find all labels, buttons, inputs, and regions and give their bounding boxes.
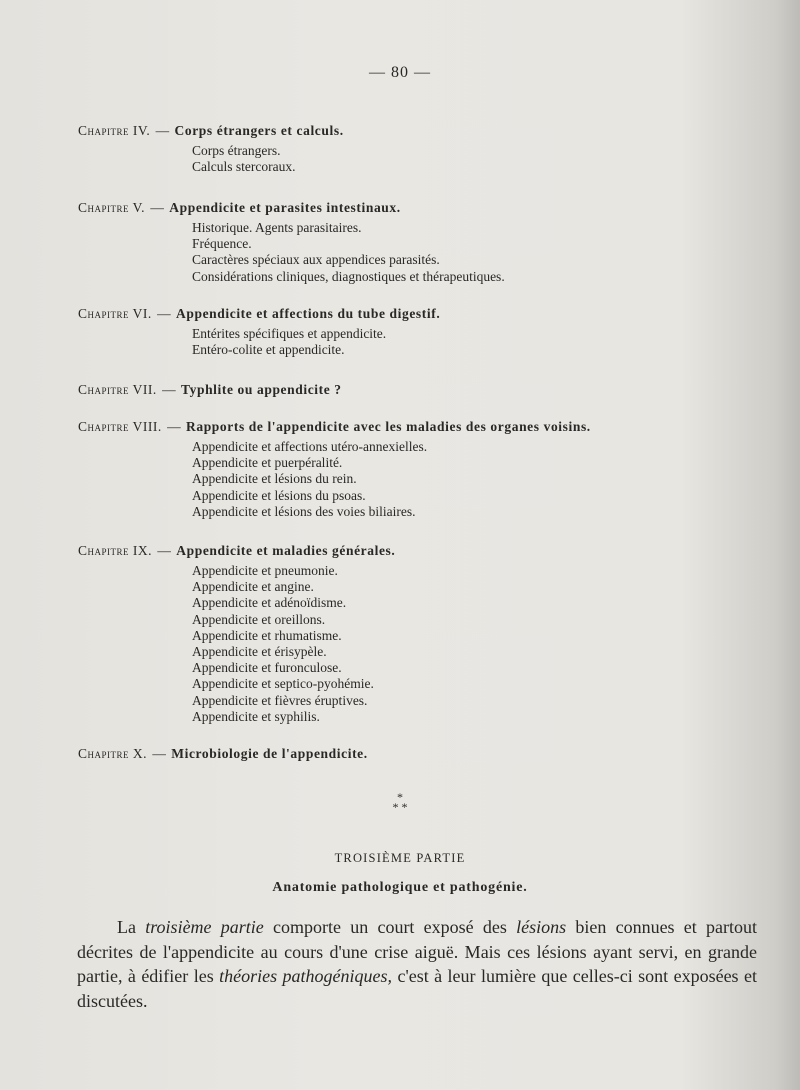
chapter-item: Corps étrangers.: [192, 143, 281, 158]
intro-text: comporte un court exposé des: [263, 917, 517, 937]
chapter-dash: —: [155, 123, 170, 138]
chapter-dash: —: [157, 306, 171, 321]
part-subtitle: Anatomie pathologique et pathogénie.: [272, 880, 528, 895]
chapter-heading: [78, 200, 505, 216]
chapter-dash: —: [167, 419, 181, 434]
chapter-item: Historique. Agents parasitaires.: [192, 220, 362, 235]
chapter-title: Rapports de l'appendicite avec les maladies des organes voisins.: [186, 419, 591, 434]
chapter-dash: —: [162, 382, 176, 397]
chapter-dash: —: [152, 746, 166, 761]
chapter-label: Chapitre X.: [78, 746, 148, 761]
chapter-title: Microbiologie de l'appendicite.: [171, 746, 368, 761]
chapter-items: [192, 326, 440, 358]
intro-emphasis: théories pathogéniques,: [219, 966, 393, 986]
chapter-item: Appendicite et septico-pyohémie.: [192, 676, 374, 692]
chapter-heading: [78, 543, 395, 559]
chapter-label: Chapitre VI.: [78, 306, 152, 321]
chapter-dash: —: [157, 543, 171, 558]
chapter-5: [78, 200, 505, 285]
chapter-items: [192, 220, 505, 285]
chapter-title: Appendicite et maladies générales.: [176, 543, 396, 558]
chapter-label: Chapitre IX.: [78, 543, 152, 558]
chapter-10: [78, 746, 368, 762]
chapter-item: Appendicite et affections utéro-annexielles.: [192, 439, 428, 454]
chapter-item: Caractères spéciaux aux appendices parasités.: [192, 252, 440, 268]
chapter-item: Appendicite et angine.: [192, 579, 314, 595]
chapter-heading: [78, 746, 368, 762]
intro-text: bien connues et partout décrites de l'appendicite au cours d'une crise aiguë. Mais ces lésions ayant servi, en grande partie, à édifier les: [77, 917, 758, 986]
chapter-item: Appendicite et syphilis.: [192, 708, 320, 724]
chapter-item: Calculs stercoraux.: [192, 159, 296, 175]
chapter-item: Appendicite et furonculose.: [192, 660, 342, 676]
chapter-8: [78, 419, 591, 520]
page-number: — 80 —: [369, 64, 431, 81]
chapter-label: Chapitre IV.: [78, 123, 151, 138]
chapter-item: Entéro-colite et appendicite.: [192, 342, 345, 358]
chapter-4: [78, 123, 344, 175]
chapter-item: Appendicite et fièvres éruptives.: [192, 692, 368, 708]
chapter-item: Appendicite et rhumatisme.: [192, 627, 342, 643]
chapter-dash: —: [150, 200, 164, 215]
chapter-item: Appendicite et lésions du rein.: [192, 471, 357, 487]
intro-paragraph: [77, 915, 757, 1013]
chapter-item: Appendicite et puerpéralité.: [192, 455, 343, 471]
chapter-item: Considérations cliniques, diagnostiques et thérapeutiques.: [192, 268, 505, 284]
chapter-heading: [78, 306, 440, 322]
chapter-heading: [78, 123, 344, 139]
chapter-heading: [78, 382, 342, 398]
part-title: TROISIÈME PARTIE: [334, 851, 466, 865]
chapter-title: Typhlite ou appendicite ?: [181, 382, 342, 397]
chapter-item: Appendicite et oreillons.: [192, 611, 326, 627]
asterism-bottom: * *: [392, 800, 408, 814]
asterism-top: *: [397, 790, 403, 804]
chapter-7: [78, 382, 342, 398]
chapter-title: Corps étrangers et calculs.: [174, 123, 344, 138]
chapter-items: [192, 563, 395, 725]
intro-emphasis: lésions: [516, 917, 567, 937]
chapter-6: [78, 306, 440, 358]
intro-text: c'est à leur lumière que celles-ci sont exposées et discutées.: [77, 966, 757, 1011]
intro-text: La: [117, 917, 146, 937]
chapter-item: Appendicite et lésions des voies biliaires.: [192, 503, 416, 519]
chapter-label: Chapitre VII.: [78, 382, 157, 397]
chapter-item: Fréquence.: [192, 236, 252, 252]
chapter-heading: [78, 419, 591, 435]
intro-emphasis: troisième partie: [145, 917, 264, 937]
chapter-9: [78, 543, 395, 725]
chapter-title: Appendicite et affections du tube digestif.: [176, 306, 441, 321]
chapter-items: [192, 439, 591, 520]
chapter-item: Entérites spécifiques et appendicite.: [192, 326, 387, 341]
chapter-title: Appendicite et parasites intestinaux.: [169, 200, 401, 215]
chapter-item: Appendicite et adénoïdisme.: [192, 595, 347, 611]
chapter-label: Chapitre V.: [78, 200, 146, 215]
chapter-item: Appendicite et pneumonie.: [192, 563, 338, 578]
chapter-item: Appendicite et érisypèle.: [192, 644, 327, 660]
chapter-label: Chapitre VIII.: [78, 419, 162, 434]
chapter-item: Appendicite et lésions du psoas.: [192, 487, 366, 503]
chapter-items: [192, 143, 344, 175]
